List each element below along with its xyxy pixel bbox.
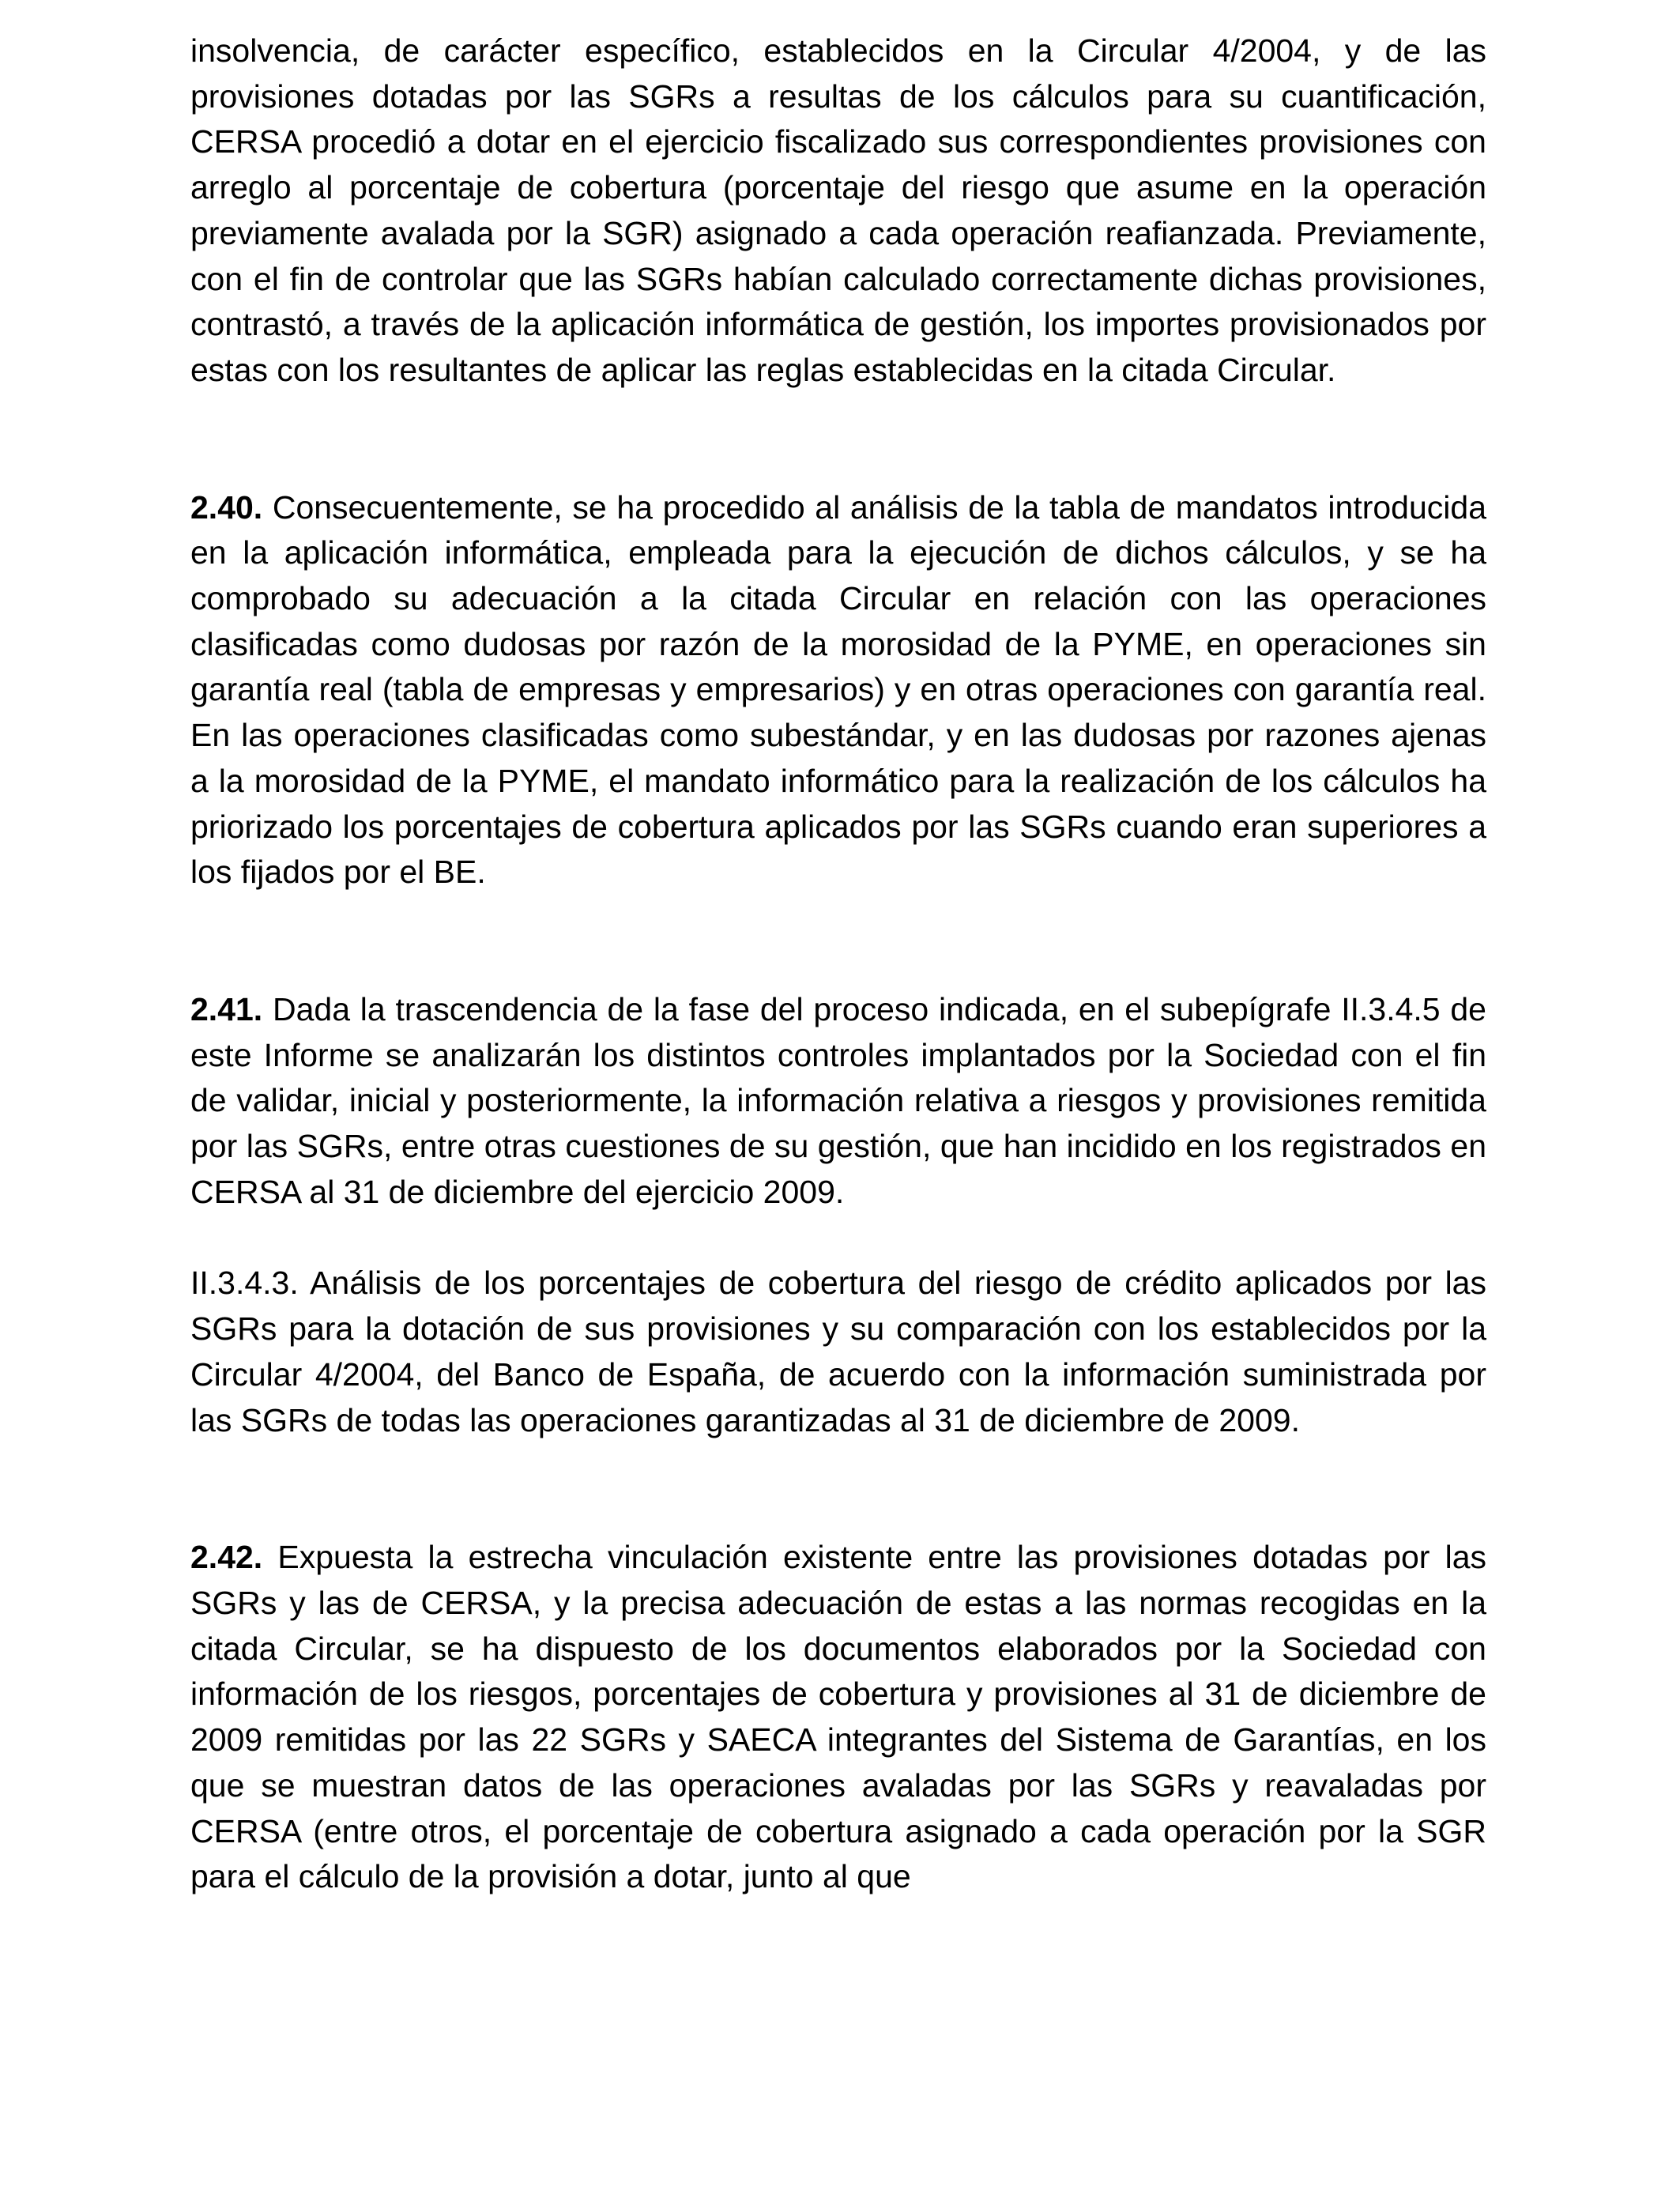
paragraph-text: Consecuentemente, se ha procedido al análisis de la tabla de mandatos introducida en la aplicación informática, empleada para la ejecución de dichos cálculos, y se ha comprobado su adecuación a la citada Circular en relación con las operaciones clasificadas como dudosas por razón de la morosidad de la PYME, en operaciones sin garantía real (tabla de empresas y empresarios) y en otras operaciones con garantía real. En las operaciones clasificadas como subestándar, y en las dudosas por razones ajenas a la morosidad de la PYME, el mandato informático para la realización de los cálculos ha priorizado los porcentajes de cobertura aplicados por las SGRs cuando eran superiores a los fijados por el BE. [190, 488, 1486, 891]
section-heading-ii-3-4-3 [190, 1261, 1486, 1443]
paragraph-2-41 [190, 987, 1486, 1216]
paragraph-intro [190, 28, 1486, 394]
paragraph-number: 2.41. [190, 990, 263, 1027]
paragraph-text: Expuesta la estrecha vinculación existente entre las provisiones dotadas por las SGRs y las de CERSA, y la precisa adecuación de estas a las normas recogidas en la citada Circular, se ha dispuesto de los documentos elaborados por la Sociedad con información de los riesgos, porcentajes de cobertura y provisiones al 31 de diciembre de 2009 remitidas por las 22 SGRs y SAECA integrantes del Sistema de Garantías, en los que se muestran datos de las operaciones avaladas por las SGRs y reavaladas por CERSA (entre otros, el porcentaje de cobertura asignado a cada operación por la SGR para el cálculo de la provisión a dotar, junto al que [190, 1539, 1486, 1895]
paragraph-2-42 [190, 1535, 1486, 1900]
document-page [190, 28, 1486, 1900]
paragraph-number: 2.40. [190, 488, 263, 526]
heading-text: II.3.4.3. Análisis de los porcentajes de cobertura del riesgo de crédito aplicados por las SGRs para la dotación de sus provisiones y su comparación con los establecidos por la Circular 4/2004, del Banco de España, de acuerdo con la información suministrada por las SGRs de todas las operaciones garantizadas al 31 de diciembre de 2009. [190, 1265, 1486, 1438]
paragraph-2-40 [190, 485, 1486, 895]
paragraph-text: Dada la trascendencia de la fase del proceso indicada, en el subepígrafe II.3.4.5 de este Informe se analizarán los distintos controles implantados por la Sociedad con el fin de validar, inicial y posteriormente, la información relativa a riesgos y provisiones remitida por las SGRs, entre otras cuestiones de su gestión, que han incidido en los registrados en CERSA al 31 de diciembre del ejercicio 2009. [190, 990, 1486, 1210]
paragraph-number: 2.42. [190, 1539, 263, 1576]
paragraph-text: insolvencia, de carácter específico, establecidos en la Circular 4/2004, y de las provisiones dotadas por las SGRs a resultas de los cálculos para su cuantificación, CERSA procedió a dotar en el ejercicio fiscalizado sus correspondientes provisiones con arreglo al porcentaje de cobertura (porcentaje del riesgo que asume en la operación previamente avalada por la SGR) asignado a cada operación reafianzada. Previamente, con el fin de controlar que las SGRs habían calculado correctamente dichas provisiones, contrastó, a través de la aplicación informática de gestión, los importes provisionados por estas con los resultantes de aplicar las reglas establecidas en la citada Circular. [190, 32, 1486, 388]
